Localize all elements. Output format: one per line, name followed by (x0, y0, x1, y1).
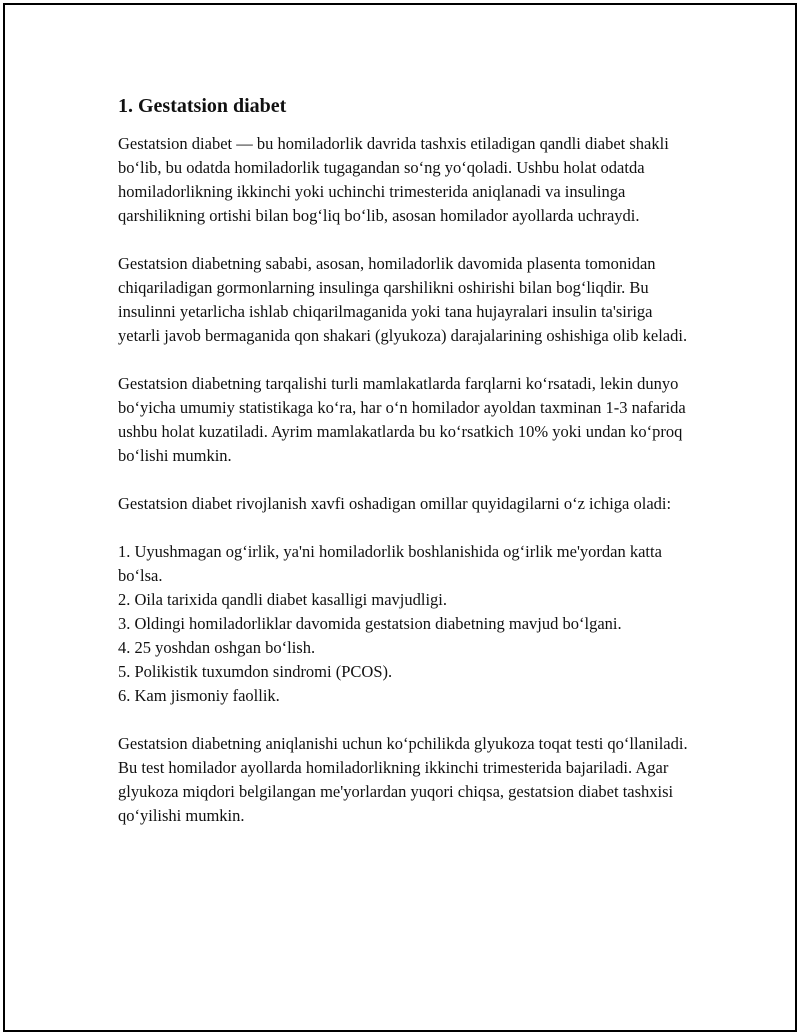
list-item: 5. Polikistik tuxumdon sindromi (PCOS). (118, 662, 393, 681)
risk-factor-list (118, 540, 698, 708)
paragraph-causes: Gestatsion diabetning sababi, asosan, homiladorlik davomida plasenta tomonidan chiqariladigan gormonlarning insulinga qarshilikni oshirishi bilan bog‘liqdir. Bu insulinni yetarlicha ishlab chiqarilmaganida yoki tana hujayralari insulin ta'siriga yetarli javob bermaganida qon shakari (glyukoza) darajalarining oshishiga olib keladi. (118, 254, 688, 345)
document-body (118, 92, 698, 852)
section-title: 1. Gestatsion diabet (118, 95, 287, 117)
paragraph-definition: Gestatsion diabet — bu homiladorlik davrida tashxis etiladigan qandli diabet shakli bo‘lib, bu odatda homiladorlik tugagandan so‘ng yo‘qoladi. Ushbu holat odatda homiladorlikning ikkinchi yoki uchinchi trimesterida aniqlanadi va insulinga qarshilikning ortishi bilan bog‘liq bo‘lib, asosan homilador ayollarda uchraydi. (118, 134, 669, 225)
paragraph-diagnosis: Gestatsion diabetning aniqlanishi uchun ko‘pchilikda glyukoza toqat testi qo‘llaniladi. Bu test homilador ayollarda homiladorlikning ikkinchi trimesterida bajariladi. Agar glyukoza miqdori belgilangan me'yorlardan yuqori chiqsa, gestatsion diabet tashxisi qo‘yilishi mumkin. (118, 734, 688, 825)
paragraph-prevalence: Gestatsion diabetning tarqalishi turli mamlakatlarda farqlarni ko‘rsatadi, lekin dunyo bo‘yicha umumiy statistikaga ko‘ra, har o‘n homilador ayoldan taxminan 1-3 nafarida ushbu holat kuzatiladi. Ayrim mamlakatlarda bu ko‘rsatkich 10% yoki undan ko‘proq bo‘lishi mumkin. (118, 374, 686, 465)
list-item: 2. Oila tarixida qandli diabet kasalligi mavjudligi. (118, 590, 448, 609)
list-item: 4. 25 yoshdan oshgan bo‘lish. (118, 638, 316, 657)
list-item: 1. Uyushmagan og‘irlik, ya'ni homiladorlik boshlanishida og‘irlik me'yordan katta bo‘lsa. (118, 542, 662, 585)
paragraph-risk-intro: Gestatsion diabet rivojlanish xavfi oshadigan omillar quyidagilarni o‘z ichiga oladi: (118, 494, 672, 513)
list-item: 6. Kam jismoniy faollik. (118, 686, 280, 705)
list-item: 3. Oldingi homiladorliklar davomida gestatsion diabetning mavjud bo‘lgani. (118, 614, 622, 633)
